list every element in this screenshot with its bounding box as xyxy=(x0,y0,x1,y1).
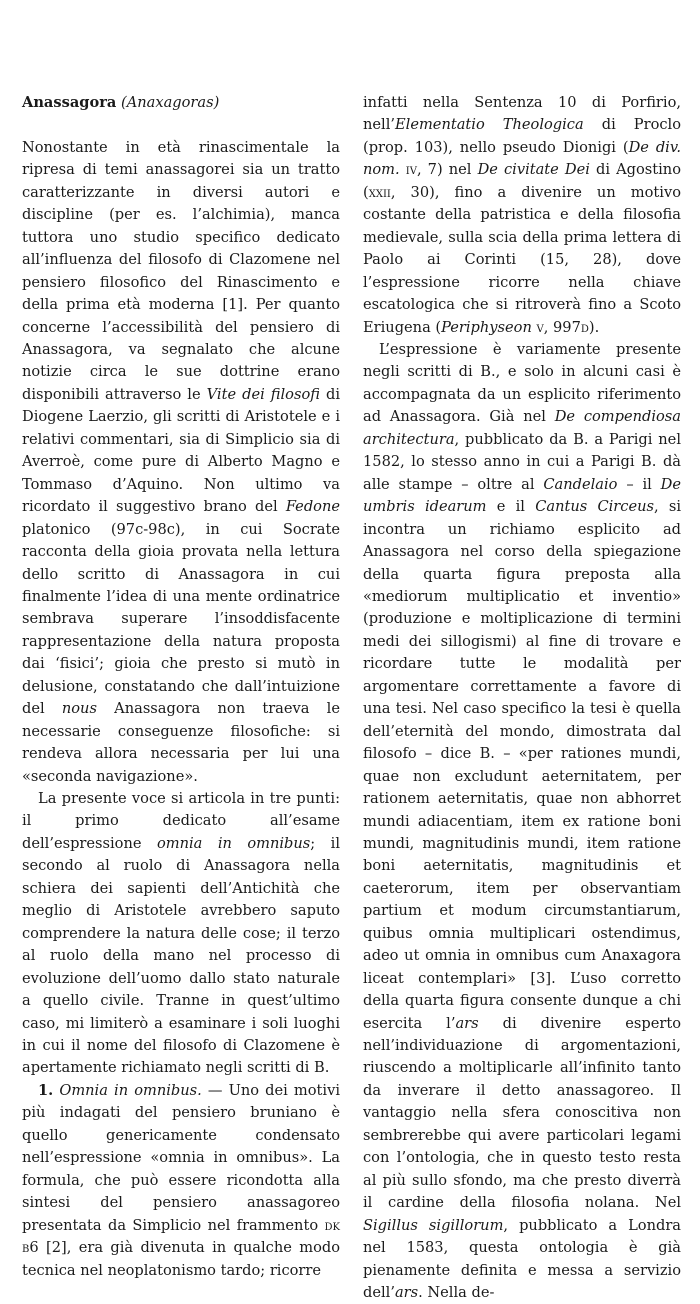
small-caps-text: dk b6 xyxy=(22,1216,340,1257)
text-run: . Nella de- xyxy=(418,1284,495,1302)
text-run: , 7) nel xyxy=(416,161,478,179)
left-column xyxy=(22,92,340,1282)
italic-text: Omnia in omnibus. xyxy=(59,1081,202,1099)
small-caps-text: xxii xyxy=(368,183,391,201)
italic-text: De civitate Dei xyxy=(477,161,590,179)
paragraph xyxy=(22,137,340,788)
text-run: infatti nella Sentenza 10 di Porfirio, nell’ xyxy=(363,94,681,134)
text-run: — Uno dei motivi più indagati del pensiero bruniano è quello genericamente condensato nell’espressione «omnia in omnibus». La formula, che può essere ricondotta alla sintesi del pensiero anassagoreo presentata da Simplicio nel frammento xyxy=(22,1081,340,1234)
italic-text: omnia in omnibus xyxy=(156,834,311,852)
small-caps-text: v xyxy=(536,318,544,336)
italic-text: ars xyxy=(394,1284,419,1302)
paragraph xyxy=(22,788,340,1080)
text-run: Anassagora non traeva le necessarie conseguenze filosofiche: si rendeva allora necessaria per lui una «seconda navigazione». xyxy=(22,700,340,785)
entry-heading xyxy=(22,92,340,114)
paragraph xyxy=(363,92,681,339)
italic-text: Cantus Circeus xyxy=(535,498,654,516)
entry-title: Anassagora xyxy=(22,94,117,111)
text-run: e il xyxy=(486,498,536,516)
text-run: , 997 xyxy=(543,318,581,336)
italic-text: De umbris idearum xyxy=(363,475,681,516)
paragraph xyxy=(363,339,681,1304)
italic-text: Candelaio xyxy=(543,475,618,493)
text-run: , 30), fino a divenire un motivo costante della patristica e della filosofia medievale, sulla scia della prima lettera di Paolo ai Corinti (15, 28), dove l’espressione ricorre nella chiave escatologica che si ritroverà fino a Scoto Eriugena ( xyxy=(363,183,681,336)
italic-text: Elementatio Theologica xyxy=(395,116,584,134)
text-run: Nonostante in età rinascimentale la ripresa di temi anassagorei sia un tratto caratterizzante in diversi autori e discipline (per es. l’alchimia), manca tuttora uno studio specifico dedicato all’influenza del filosofo di Clazomene nel pensiero filosofico del Rinascimento e della prima età moderna [1]. Per quanto concerne l’accessibilità del pensiero di Anassagora, va segnalato che alcune notizie circa le sue dottrine erano disponibili attraverso le xyxy=(22,138,340,403)
text-run: ; il secondo al ruolo di Anassagora nella schiera dei sapienti dell’Antichità che meglio di Aristotele avrebbero saputo comprendere la natura delle cose; il terzo al ruolo della mano nel processo di evoluzione dell’uomo dallo stato naturale a quello civile. Tranne in quest’ultimo caso, mi limiterò a esaminare i soli luoghi in cui il nome del filosofo di Clazomene è apertamente richiamato negli scritti di B. xyxy=(22,834,340,1077)
italic-text: nous xyxy=(61,700,97,718)
text-run: – il xyxy=(617,475,661,493)
italic-text: De compendiosa architectura xyxy=(363,408,681,448)
text-run: platonico (97c-98c), in cui Socrate racconta della gioia provata nella lettura dello scritto di Anassagora in cui finalmente l’idea di una mente ordinatrice sembrava superare l’insoddisfacente rappresentazione della natura proposta dai ‘fisici’; gioia che presto si mutò in delusione, constatando che dall’intuizione del xyxy=(22,520,340,718)
text-run: , pubblicato da B. a Parigi nel 1582, lo stesso anno in cui a Parigi B. dà alle stampe – oltre al xyxy=(363,430,681,493)
text-run: La presente voce si articola in tre punti: il primo dedicato all’esame dell’espressione xyxy=(22,790,340,852)
italic-text: Fedone xyxy=(285,498,340,516)
text-run: di divenire esperto nell’individuazione di argomentazioni, riuscendo a moltiplicarle all’infinito tanto da inverare il detto anassagoreo. Il vantaggio nella sfera conoscitiva non sembrerebbe qui avere particolari legami con l’ontologia, che in questo testo resta al più sullo sfondo, ma che presto diverrà il cardine della filosofia nolana. Nel xyxy=(363,1014,681,1212)
text-run: , si incontra un richiamo esplicito ad Anassagora nel corso della spiegazione della quarta figura preposta alla «mediorum multiplicatio et inventio» (produzione e moltiplicazione di termini medi dei sillogismi) al fine di trovare e ricordare tutte le modalità per argomentare correttamente a favore di una tesi. Nel caso specifico la tesi è quella dell’eternità del mondo, dimostrata dal filosofo – dice B. – «per rationes mundi, quae non excludunt aeternitatem, per rationem aeternitatis, quae non abhorret mundi adiacentiam, item ex ratione boni mundi, magnitudinis mundi, item ratione boni aeternitatis, magnitudinis et caeterorum, item per observantiam partium et modum circumstantiarum, quibus omnia multiplicari ostendimus, adeo ut omnia in omnibus cum Anaxagora liceat contemplari» [3]. L’uso corretto della quarta figura consente dunque a chi esercita l’ xyxy=(363,498,681,1032)
italic-text: Vite dei filosofi xyxy=(206,385,320,403)
text-run: L’espressione è variamente presente negli scritti di B., e solo in alcuni casi è accompagnata da un esplicito riferimento ad Anassagora. Già nel xyxy=(363,340,681,426)
italic-text: ars xyxy=(455,1014,479,1032)
section-paragraph xyxy=(22,1080,340,1282)
italic-text: De div. nom. xyxy=(363,138,681,179)
text-run: di Proclo (prop. 103), nello pseudo Dionigi ( xyxy=(363,116,682,156)
small-caps-text: iv xyxy=(405,161,417,179)
right-column xyxy=(363,92,681,1304)
small-caps-text: d xyxy=(580,318,589,336)
italic-text: Sigillus sigillorum xyxy=(363,1216,504,1234)
text-run: di Diogene Laerzio, gli scritti di Aristotele e i relativi commentari, sia di Simplicio sia di Averroè, come pure di Alberto Magno e Tommaso d’Aquino. Non ultimo va ricordato il suggestivo brano del xyxy=(22,385,340,516)
text-run: di Agostino ( xyxy=(363,161,681,201)
entry-title-latin: (Anaxagoras) xyxy=(121,94,220,111)
section-number: 1. xyxy=(38,1081,54,1099)
text-run: [2], era già divenuta in qualche modo tecnica nel neoplatonismo tardo; ricorre xyxy=(22,1239,340,1279)
text-run: ). xyxy=(588,318,600,336)
text-run: , pubblicato a Londra nel 1583, questa ontologia è già pienamente definita e messa a servizio dell’ xyxy=(363,1216,681,1302)
italic-text: Periphyseon xyxy=(441,318,532,336)
